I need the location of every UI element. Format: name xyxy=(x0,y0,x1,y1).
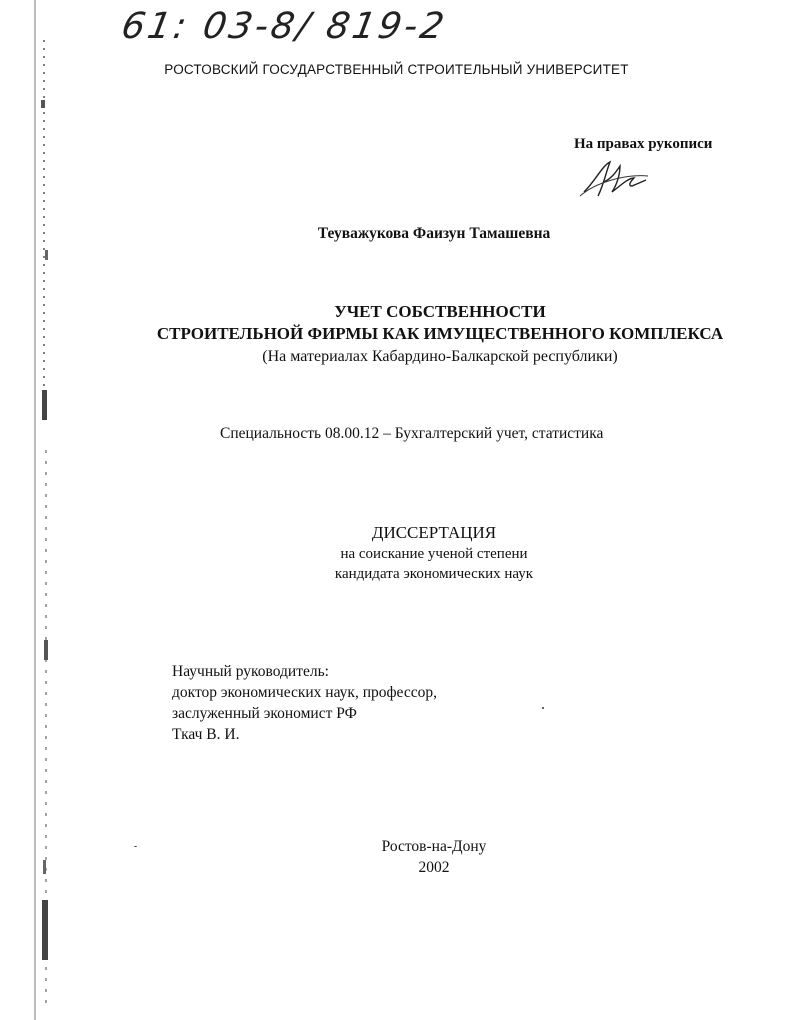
year: 2002 xyxy=(418,859,450,876)
scan-speck xyxy=(542,707,544,709)
degree-heading: ДИССЕРТАЦИЯ xyxy=(371,523,497,542)
degree-block xyxy=(0,522,793,584)
dissertation-title xyxy=(0,301,793,369)
supervisor-name: Ткач В. И. xyxy=(172,726,240,743)
scan-speck xyxy=(134,846,137,847)
manuscript-note: На правах рукописи xyxy=(574,136,713,152)
university-name: РОСТОВСКИЙ ГОСУДАРСТВЕННЫЙ СТРОИТЕЛЬНЫЙ УНИВЕРСИТЕТ xyxy=(164,62,629,77)
city: Ростов-на-Дону xyxy=(381,838,487,855)
author-name: Теуважукова Фаизун Тамашевна xyxy=(317,225,551,242)
title-line-2: СТРОИТЕЛЬНОЙ ФИРМЫ КАК ИМУЩЕСТВЕННОГО КОМПЛЕКСА xyxy=(156,324,724,343)
title-subtitle: (На материалах Кабардино-Балкарской республики) xyxy=(262,348,618,365)
title-line-1: УЧЕТ СОБСТВЕННОСТИ xyxy=(334,302,546,321)
supervisor-honor: заслуженный экономист РФ xyxy=(172,705,357,722)
speciality: Специальность 08.00.12 – Бухгалтерский учет, статистика xyxy=(220,425,604,442)
signature-mark xyxy=(576,152,656,204)
degree-line-1: на соискание ученой степени xyxy=(340,546,528,562)
place-and-year xyxy=(0,836,793,878)
supervisor-degree: доктор экономических наук, профессор, xyxy=(172,684,437,701)
degree-line-2: кандидата экономических наук xyxy=(334,566,534,582)
supervisor-block xyxy=(172,661,437,745)
archive-code: 61: 03-8/ 819-2 xyxy=(118,6,450,47)
supervisor-label: Научный руководитель: xyxy=(172,663,329,680)
